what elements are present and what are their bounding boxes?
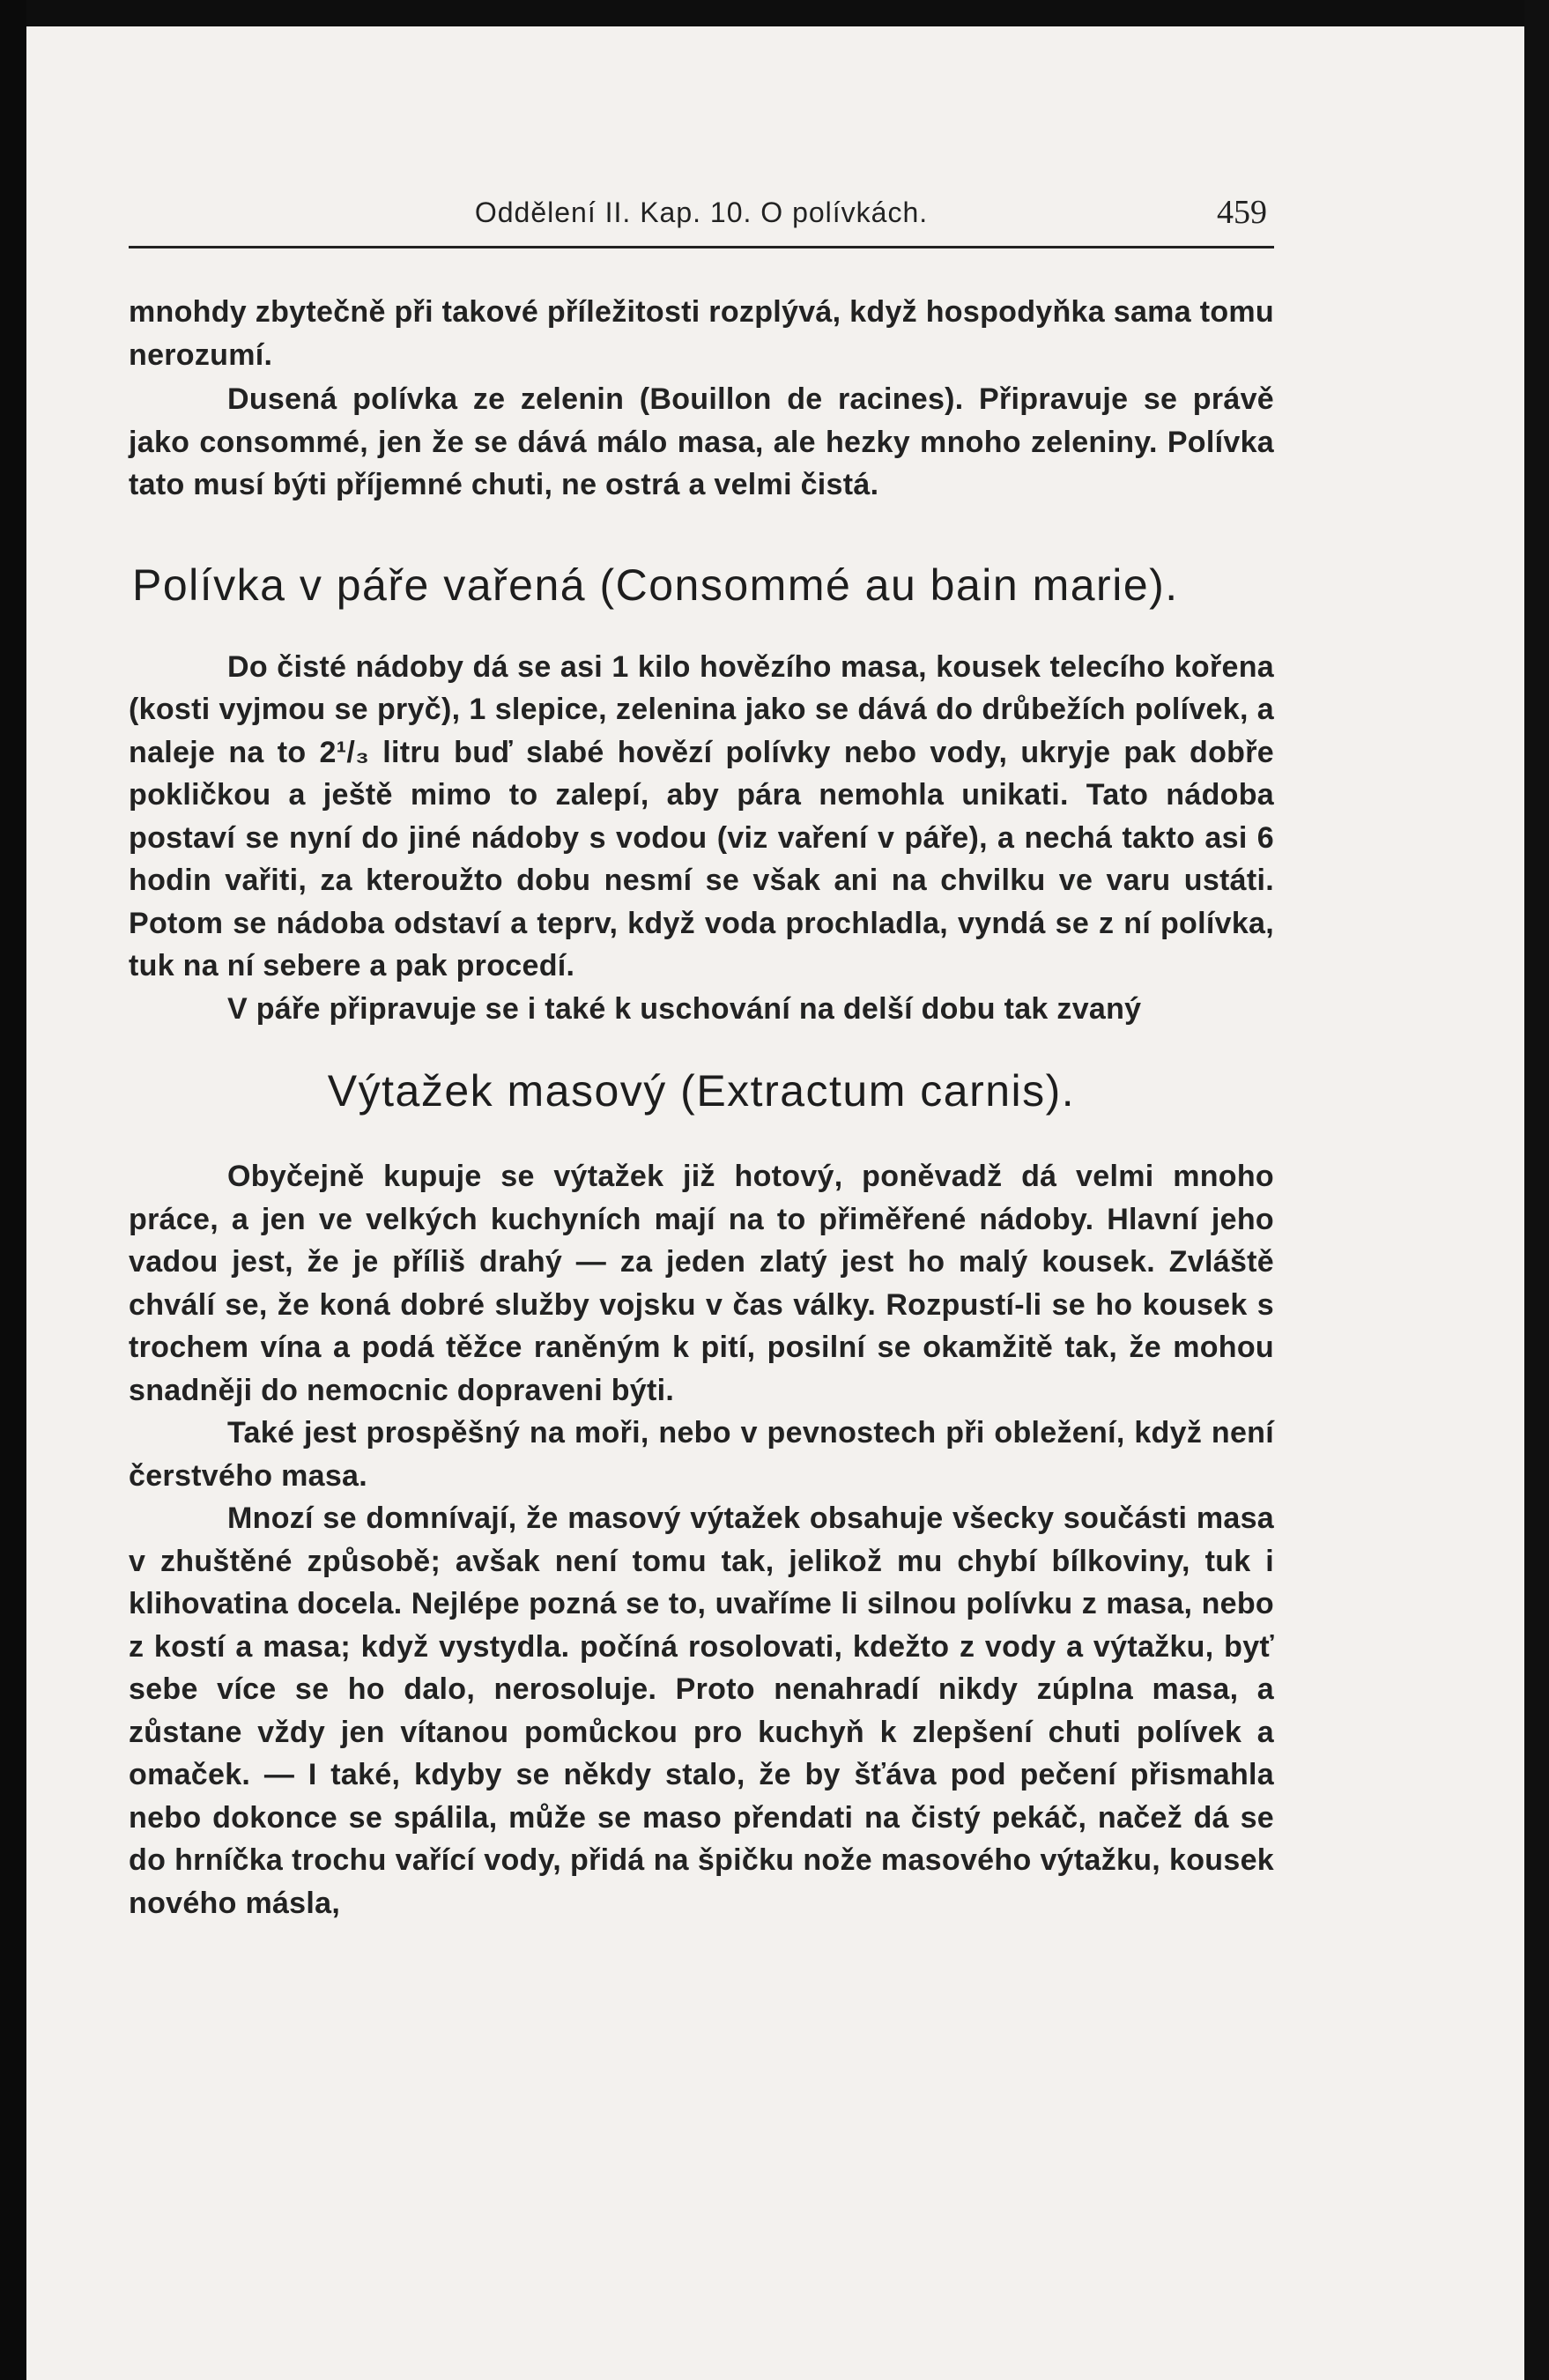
paragraph-extractum-intro: Obyčejně kupuje se výtažek již hotový, poněvadž dá velmi mnoho práce, a jen ve velkých kuchyních mají na to přiměřené nádoby. Hlavní jeho vadou jest, že je příliš drahý — za jeden zlatý jest ho malý kousek. Zvláště chválí se, že koná dobré služby vojsku v čas války. Rozpustí-li se ho kousek s trochem vína a podá těžce raněným k pití, posilní se okamžitě tak, že mohou snadněji do nemocnic dopraveni býti.: [129, 1160, 1274, 1407]
section-title-consomme: Polívka v páře vařená (Consommé au bain marie).: [132, 560, 1179, 610]
scan-border-top: [0, 0, 1549, 26]
section-title-extractum: Výtažek masový (Extractum carnis).: [327, 1066, 1076, 1116]
paragraph-dusena-text: (Bouillon de racines). Připravuje se právě jako consommé, jen že se dává málo masa, ale hezky mnoho zeleniny. Polívka tato musí býti příjemné chuti, ne ostrá a velmi čistá.: [129, 382, 1274, 501]
paragraph-continued: mnohdy zbytečně při takové příležitosti rozplývá, když hospodyňka sama tomu nerozumí.: [129, 295, 1274, 372]
paragraph-dusena-polivka: [129, 378, 1274, 507]
page-number: 459: [1217, 194, 1267, 231]
scan-border-left: [0, 0, 26, 2380]
paragraph-v-pare: V páře připravuje se i také k uschování na delší dobu tak zvaný: [227, 991, 1142, 1026]
book-page: [129, 189, 1274, 1924]
running-head: Oddělení II. Kap. 10. O polívkách.: [474, 196, 929, 228]
scan-border-right: [1524, 0, 1549, 2380]
paragraph-extractum-details: Mnozí se domnívají, že masový výtažek obsahuje všecky součásti masa v zhuštěné způsobě; avšak není tomu tak, jelikož mu chybí bílkoviny, tuk i klihovatina docela. Nejlépe pozná se to, uvaříme li silnou polívku z masa, nebo z kostí a masa; když vystydla. počíná rosolovati, kdežto z vody a výtažku, byť sebe více se ho dalo, nerosoluje. Proto nenahradí nikdy zúplna masa, a zůstane vždy jen vítanou pomůckou pro kuchyň k zlepšení chuti polívek a omaček. — I také, kdyby se někdy stalo, že by šťáva pod pečení přismahla nebo dokonce se spálila, může se maso přendati na čistý pekáč, načež dá se do hrníčka trochu vařící vody, přidá na špičku nože masového výtažku, kousek nového másla,: [129, 1501, 1274, 1920]
page-header: [129, 189, 1274, 248]
paragraph-extractum-more: Také jest prospěšný na moři, nebo v pevnostech při obležení, když není čerstvého masa.: [129, 1416, 1274, 1493]
paragraph-consomme-recipe: Do čisté nádoby dá se asi 1 kilo hovězího masa, kousek telecího kořena (kosti vyjmou se pryč), 1 slepice, zelenina jako se dává do drůbežích polívek, a naleje na to 2¹/₃ litru buď slabé hovězí polívky nebo vody, ukryje pak dobře pokličkou a ještě mimo to zalepí, aby pára nemohla unikati. Tato nádoba postaví se nyní do jiné nádoby s vodou (viz vaření v páře), a nechá takto asi 6 hodin vařiti, za kteroužto dobu nesmí se však ani na chvilku ve varu ustáti. Potom se nádoba odstaví a teprv, když voda prochladla, vyndá se z ní polívka, tuk na ní sebere a pak procedí.: [129, 649, 1274, 982]
recipe-name-dusena-polivka: Dusená polívka ze zelenin: [227, 382, 625, 416]
